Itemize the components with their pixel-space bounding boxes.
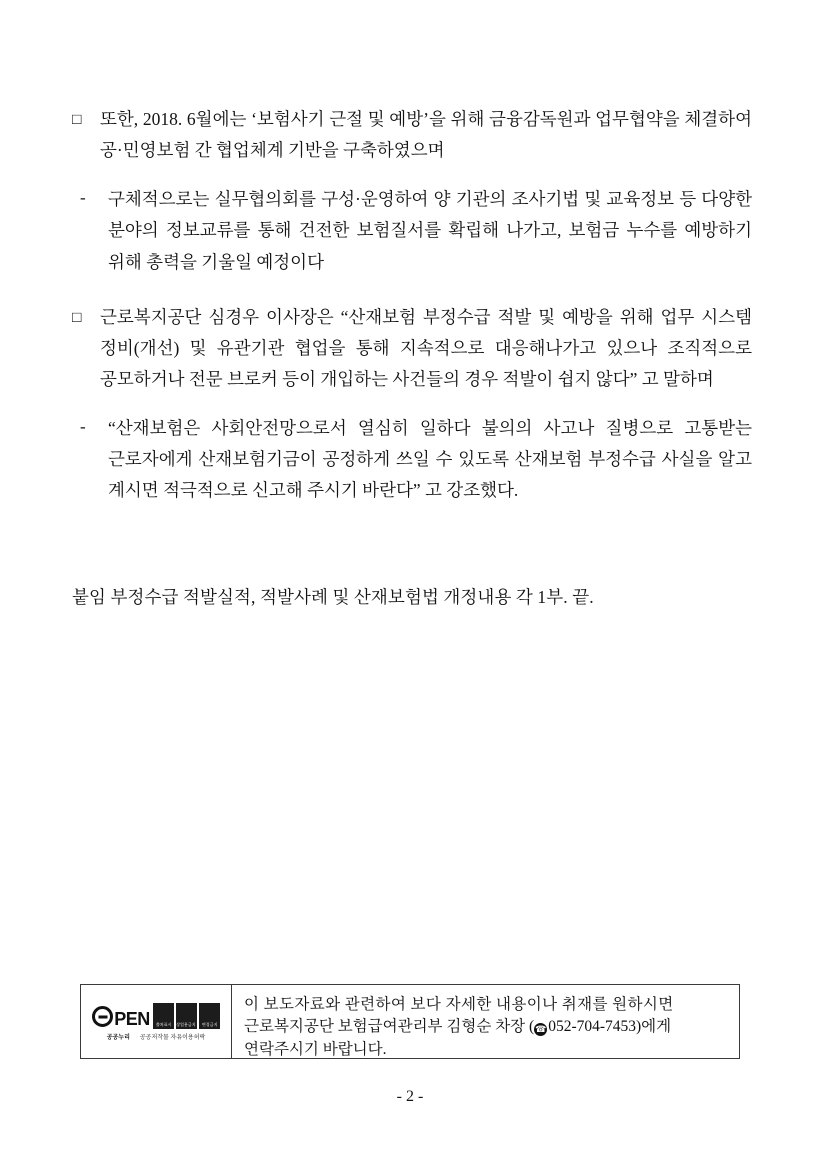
open-o-ring-icon	[92, 1006, 113, 1027]
paragraph-block	[80, 413, 752, 506]
contact-notice-box	[80, 984, 740, 1059]
paragraph-block	[72, 104, 752, 166]
document-body	[72, 104, 752, 612]
kogl-caption-right: 공공저작물 자유이용허락	[139, 1035, 206, 1041]
kogl-badge-attribution	[153, 1003, 174, 1029]
kogl-badge-noncommercial	[176, 1003, 197, 1029]
open-logo-icon	[92, 1004, 150, 1028]
paragraph-text: “산재보험은 사회안전망으로서 열심히 일하다 불의의 사고나 질병으로 고통받는 근로자에게 산재보험기금이 공정하게 쓰일 수 있도록 산재보험 부정수급 사실을 알고 계시면 적극적으로 신고해 주시기 바란다” 고 강조했다.	[108, 418, 752, 501]
contact-suffix: )에게	[636, 1018, 672, 1036]
paragraph-text: 근로복지공단 심경우 이사장은 “산재보험 부정수급 적발 및 예방을 위해 업무 시스템 정비(개선) 및 유관기관 협업을 통해 지속적으로 대응해나가고 있으나 조직적으로 공모하거나 전문 브로커 등이 개입하는 사건들의 경우 적발이 쉽지 않다” 고 말하며	[100, 306, 752, 389]
kogl-caption-left: 공공누리	[106, 1035, 130, 1041]
bullet-marker-square: □	[72, 111, 82, 128]
kogl-badge-noderivatives	[199, 1003, 220, 1029]
person-icon	[206, 1006, 213, 1019]
person-icon	[183, 1006, 190, 1019]
open-logo-text: PEN	[114, 1009, 150, 1029]
kogl-badge-group	[153, 1003, 220, 1029]
contact-line-2	[244, 1016, 729, 1038]
kogl-badge-label: 변경금지	[201, 1022, 218, 1027]
paragraph-text: 구체적으로는 실무협의회를 구성·운영하여 양 기관의 조사기법 및 교육정보 등 다양한 분야의 정보교류를 통해 건전한 보험질서를 확립해 나가고, 보험금 누수를 예방하기 위해 총력을 기울일 예정이다	[108, 189, 752, 272]
contact-text-block	[232, 985, 739, 1058]
paragraph-block	[80, 184, 752, 277]
phone-icon: ☎	[535, 1024, 547, 1035]
paragraph-text: 또한, 2018. 6월에는 ‘보험사기 근절 및 예방’을 위해 금융감독원과 업무협약을 체결하여 공·민영보험 간 협업체계 기반을 구축하였으며	[100, 109, 752, 161]
kogl-logo-row	[81, 1003, 231, 1029]
kogl-logo-block	[81, 985, 232, 1058]
bullet-marker-dash: -	[80, 188, 86, 208]
bullet-marker-dash: -	[80, 417, 86, 437]
attachment-note: 붙임 부정수급 적발실적, 적발사례 및 산재보험법 개정내용 각 1부. 끝.	[72, 586, 594, 607]
paragraph-block	[72, 302, 752, 395]
contact-department: 근로복지공단 보험급여관리부 김형순 차장 (	[244, 1018, 535, 1036]
page-number: - 2 -	[396, 1088, 424, 1105]
bullet-marker-square: □	[72, 308, 82, 326]
kogl-logo-caption	[107, 1032, 206, 1041]
contact-phone: 052-704-7453	[548, 1018, 637, 1036]
person-icon	[160, 1006, 167, 1019]
kogl-badge-label: 출처표시	[155, 1022, 172, 1027]
contact-line-3: 연락주시기 바랍니다.	[244, 1040, 387, 1058]
contact-line-1: 이 보도자료와 관련하여 보다 자세한 내용이나 취재를 원하시면	[244, 996, 674, 1013]
kogl-badge-label: 상업용금지	[176, 1022, 197, 1027]
